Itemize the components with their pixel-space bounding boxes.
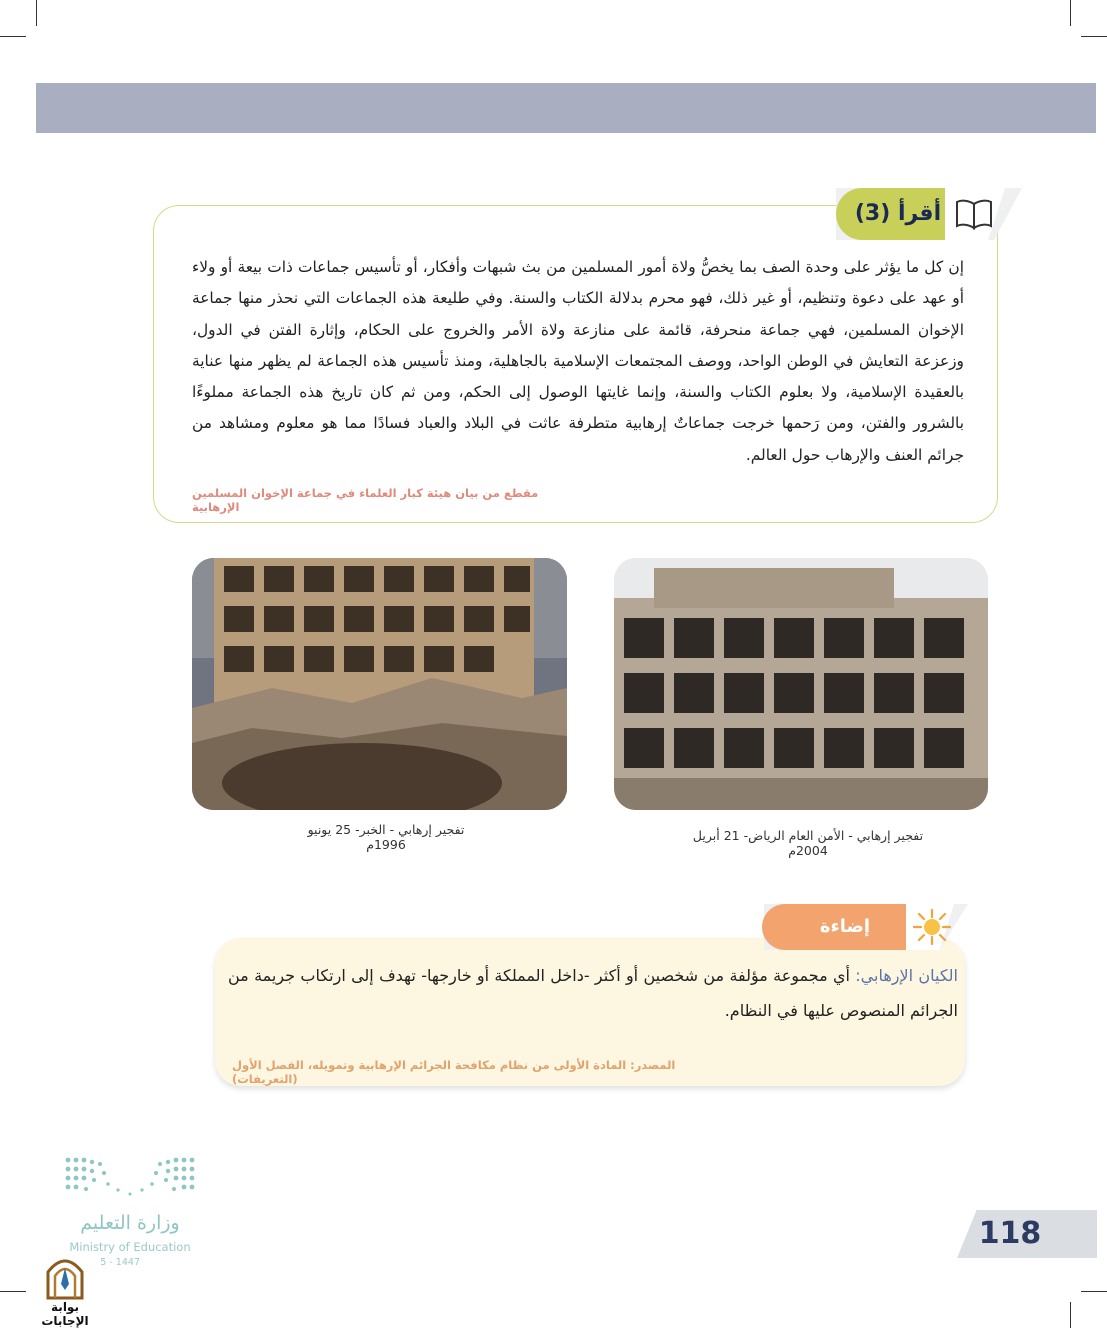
crop-mark	[0, 36, 26, 37]
photo-khobar-bombing	[192, 558, 567, 810]
photo-caption-khobar: تفجير إرهابي - الخبر- 25 يونيو 1996م	[307, 822, 465, 852]
ministry-logo-icon	[60, 1152, 200, 1212]
crop-mark	[36, 0, 37, 26]
idaa-source: المصدر: المادة الأولى من نظام مكافحة الجرائم الإرهابية وتمويله، الفصل الأول (التعريفات)	[232, 1058, 676, 1086]
idaa-definition	[228, 958, 958, 1028]
crop-mark	[0, 1291, 26, 1292]
read-section-source: مقطع من بيان هيئة كبار العلماء في جماعة الإخوان المسلمين الإرهابية	[192, 486, 539, 514]
idaa-section-title: إضاءة	[819, 916, 871, 937]
crop-mark	[1081, 36, 1107, 37]
read-section-paragraph: إن كل ما يؤثر على وحدة الصف بما يخصُّ ولاة أمور المسلمين من بث شبهات وأفكار، أو تأسيس جماعات ذات بيعة أو ولاء أو عهد على دعوة وتنظيم، أو غير ذلك، فهو محرم بدلالة الكتاب والسنة. وفي طليعة هذه الجماعات التي نحذر منها جماعة الإخوان المسلمين، فهي جماعة منحرفة، قائمة على منازعة ولاة الأمر والخروج على الحكام، وإثارة الفتن في الدول، وزعزعة التعايش في الوطن الواحد، ووصف المجتمعات الإسلامية بالجاهلية، ومنذ تأسيس هذه الجماعة لم يظهر منها عناية بالعقيدة الإسلامية، ولا بعلوم الكتاب والسنة، وإنما غايتها الوصول إلى الحكم، ومن ثم كان تاريخ هذه الجماعة مملوءًا بالشرور والفتن، ومن رَحمها خرجت جماعاتٌ إرهابية متطرفة عاثت في البلاد والعباد فسادًا مما هو معلوم ومشاهد من جرائم العنف والإرهاب حول العالم.	[192, 258, 964, 464]
portal-label: بوابة الإجابات	[41, 1300, 89, 1328]
photo-caption-riyadh: تفجير إرهابي - الأمن العام الرياض- 21 أبريل 2004م	[692, 828, 924, 858]
crop-mark	[1070, 1302, 1071, 1328]
idaa-definition-text: أي مجموعة مؤلفة من شخصين أو أكثر -داخل المملكة أو خارجها- تهدف إلى ارتكاب جريمة من الجرائم المنصوص عليها في النظام.	[228, 966, 958, 1020]
header-band	[36, 83, 1096, 133]
read-section-title: أقرأ (3)	[854, 201, 942, 226]
idaa-term: الكيان الإرهابي:	[855, 966, 958, 985]
ministry-year: 5 - 1447	[100, 1257, 140, 1268]
page-number: 118	[978, 1216, 1042, 1251]
ministry-name-ar: وزارة التعليم	[80, 1212, 180, 1234]
book-icon	[954, 196, 994, 232]
portal-logo-icon	[44, 1254, 86, 1300]
ministry-name-en: Ministry of Education	[69, 1240, 191, 1254]
photo-riyadh-bombing	[614, 558, 988, 810]
crop-mark	[1081, 1291, 1107, 1292]
crop-mark	[1070, 0, 1071, 26]
sun-icon	[912, 908, 952, 946]
